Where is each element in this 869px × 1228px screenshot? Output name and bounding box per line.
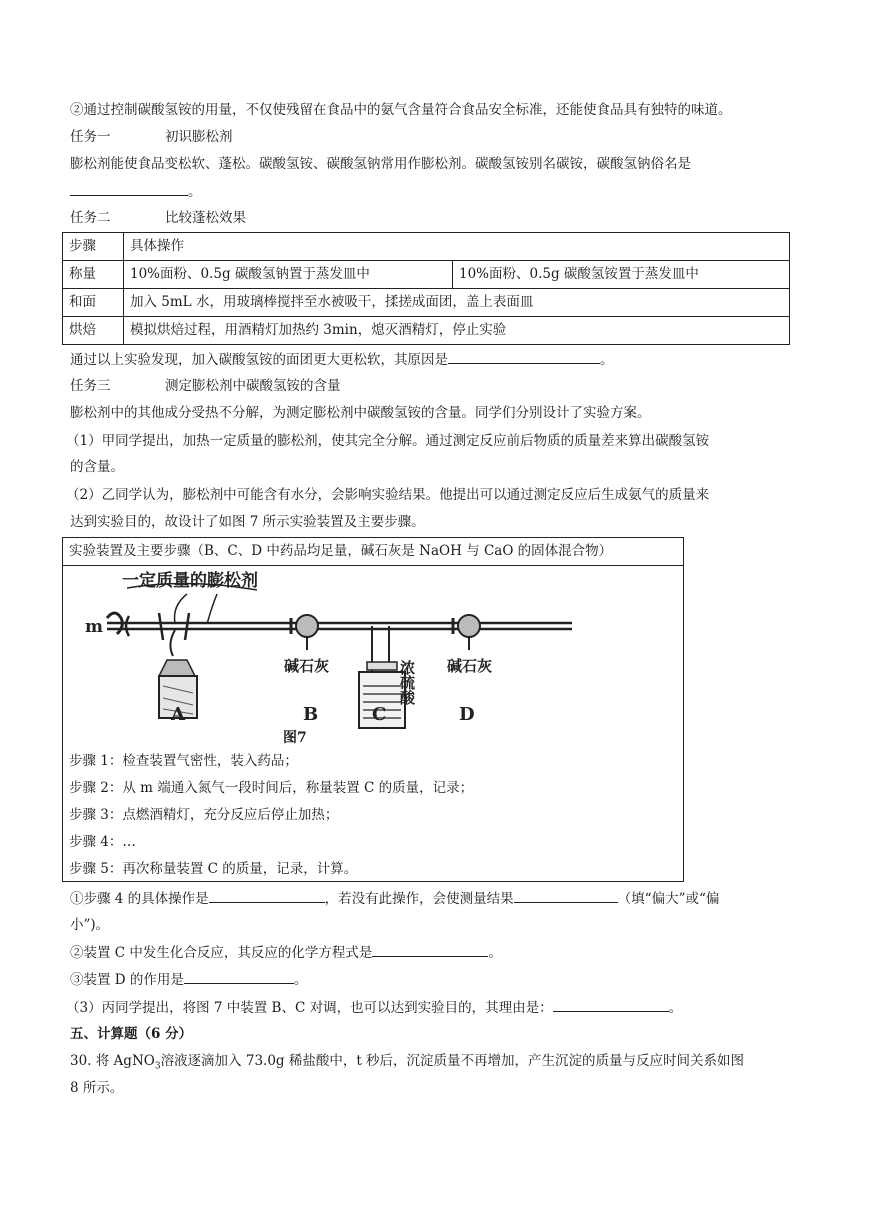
paragraph-1-line-1: （1）甲同学提出，加热一定质量的膨松剂，使其完全分解。通过测定反应前后物质的质量差来算出碳酸氢铵 <box>66 433 710 449</box>
question-30-line-1: 30. 将 AgNO$_3$溶液逐滴加入 73.0g 稀盐酸中，t 秒后，沉淀质量不再增加，产生沉淀的质量与反应时间关系如图 <box>70 1053 745 1072</box>
task2-label: 任务二 <box>70 210 111 226</box>
drying-tube-b <box>291 615 318 650</box>
apparatus-step: 步骤 5：再次称量装置 C 的质量，记录，计算。 <box>69 861 358 877</box>
answer-blank[interactable] <box>553 997 669 1012</box>
question-30-line-2: 8 所示。 <box>70 1080 124 1096</box>
apparatus-step: 步骤 2：从 m 端通入氮气一段时间后，称量装置 C 的质量，记录； <box>69 780 474 796</box>
task1-text: 膨松剂能使食品变松软、蓬松。碳酸氢铵、碳酸氢钠常用作膨松剂。碳酸氢铵别名碳铵，碳酸氢钠俗名是 <box>70 156 691 172</box>
task3-title: 测定膨松剂中碳酸氢铵的含量 <box>165 378 341 394</box>
task1-heading <box>70 127 233 147</box>
answer-blank[interactable] <box>70 181 188 196</box>
answer-blank[interactable] <box>184 969 294 984</box>
paragraph-3: （3）丙同学提出，将图 7 中装置 B、C 对调，也可以达到实验目的，其理由是： 。 <box>66 997 682 1018</box>
question-3: ③装置 D 的作用是 。 <box>70 969 307 990</box>
apparatus-figure <box>67 568 667 748</box>
paragraph-2-line-1: （2）乙同学认为，膨松剂中可能含有水分，会影响实验结果。他提出可以通过测定反应后生成氨气的质量来 <box>66 487 710 503</box>
paragraph-2-line-2: 达到实验目的，故设计了如图 7 所示实验装置及主要步骤。 <box>70 514 425 530</box>
apparatus-box <box>62 537 684 882</box>
table-row <box>63 289 790 317</box>
label-c: C <box>372 704 387 725</box>
task2-heading <box>70 208 246 228</box>
label-d: D <box>459 704 475 725</box>
question-1-line-2: 小”)。 <box>70 917 110 933</box>
d-reagent-label: 碱石灰 <box>447 657 493 675</box>
intro-note: ②通过控制碳酸氢铵的用量，不仅使残留在食品中的氨气含量符合食品安全标准，还能使食品具有独特的味道。 <box>70 102 732 118</box>
sample-label: 一定质量的膨松剂 <box>122 571 258 591</box>
drying-tube-d <box>453 615 480 650</box>
paragraph-1-line-2: 的含量。 <box>70 459 124 475</box>
answer-blank[interactable] <box>209 888 325 903</box>
task1-title: 初识膨松剂 <box>165 129 233 145</box>
task3-intro: 膨松剂中的其他成分受热不分解，为测定膨松剂中碳酸氢铵的含量。同学们分别设计了实验方案。 <box>70 405 651 421</box>
question-2: ②装置 C 中发生化合反应，其反应的化学方程式是 。 <box>70 942 502 963</box>
task1-label: 任务一 <box>70 129 111 145</box>
apparatus-header: 实验装置及主要步骤（B、C、D 中药品均足量，碱石灰是 NaOH 与 CaO 的固体混合物） <box>63 538 683 566</box>
c-reagent-label: 浓硫酸 <box>398 660 416 705</box>
table-header-row <box>63 233 790 261</box>
question-1-line-1: ①步骤 4 的具体操作是 ，若没有此操作，会使测量结果 （填“偏大”或“偏 <box>70 888 719 909</box>
task2-title: 比较蓬松效果 <box>165 210 246 226</box>
table-cell: 称量 <box>63 261 124 289</box>
table-cell: 10%面粉、0.5g 碳酸氢铵置于蒸发皿中 <box>453 261 790 289</box>
table-cell: 烘焙 <box>63 317 124 345</box>
task1-answer-line: 。 <box>70 181 202 202</box>
apparatus-step: 步骤 3：点燃酒精灯，充分反应后停止加热； <box>69 807 339 823</box>
b-reagent-label: 碱石灰 <box>284 657 330 675</box>
table-row <box>63 261 790 289</box>
figure-caption: 图7 <box>283 730 307 746</box>
task3-label: 任务三 <box>70 378 111 394</box>
task2-conclusion-line: 通过以上实验发现，加入碳酸氢铵的面团更大更松软，其原因是 。 <box>70 349 614 370</box>
label-b: B <box>303 704 319 725</box>
table-header-cell: 步骤 <box>63 233 124 261</box>
table-header-cell: 具体操作 <box>124 233 790 261</box>
section-5-heading: 五、计算题（6 分） <box>70 1026 193 1042</box>
answer-blank[interactable] <box>372 942 488 957</box>
answer-blank[interactable] <box>514 888 618 903</box>
table-row <box>63 317 790 345</box>
table-cell: 加入 5mL 水，用玻璃棒搅拌至水被吸干，揉搓成面团，盖上表面皿 <box>124 289 790 317</box>
apparatus-step: 步骤 4：… <box>69 834 136 850</box>
table-cell: 模拟烘焙过程，用酒精灯加热约 3min，熄灭酒精灯，停止实验 <box>124 317 790 345</box>
m-end-label: m <box>85 617 103 637</box>
apparatus-step: 步骤 1：检查装置气密性，装入药品； <box>69 753 298 769</box>
task3-heading <box>70 376 341 396</box>
label-a: A <box>171 704 185 725</box>
answer-blank[interactable] <box>448 349 600 364</box>
comparison-table <box>62 232 790 345</box>
table-cell: 和面 <box>63 289 124 317</box>
table-cell: 10%面粉、0.5g 碳酸氢钠置于蒸发皿中 <box>124 261 453 289</box>
